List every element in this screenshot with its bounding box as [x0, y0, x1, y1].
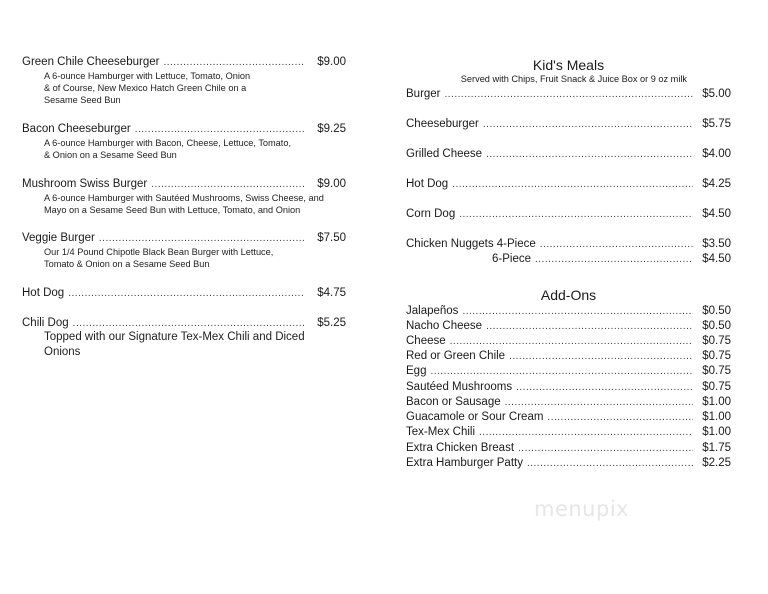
kids-item-hot-dog	[406, 177, 731, 192]
menu-item-hot-dog	[22, 286, 346, 301]
menu-item-chili-dog	[22, 316, 346, 331]
addon-item	[406, 349, 731, 364]
item-name: Egg	[406, 365, 427, 377]
kids-item-burger	[406, 87, 731, 102]
item-name: Grilled Cheese	[406, 148, 483, 160]
leader-dots	[445, 88, 693, 102]
addon-item	[406, 410, 731, 425]
leader-dots	[459, 208, 693, 222]
addon-item	[406, 456, 731, 471]
item-price: $4.25	[702, 178, 731, 190]
item-name: Tex-Mex Chili	[406, 426, 476, 438]
leader-dots	[516, 381, 693, 395]
description-line: Our 1/4 Pound Chipotle Black Bean Burger with Lettuce,	[44, 247, 274, 257]
menu-item-bacon-cheeseburger	[22, 122, 346, 137]
item-name: Corn Dog	[406, 208, 456, 220]
item-price: $5.00	[702, 88, 731, 100]
kids-item-chicken-nuggets-4	[406, 237, 731, 252]
addon-item	[406, 364, 731, 379]
description-line: A 6-ounce Hamburger with Bacon, Cheese, Lettuce, Tomato,	[44, 138, 292, 148]
leader-dots	[430, 365, 693, 379]
item-name: Cheese	[406, 335, 446, 347]
description-line: & Onion on a Sesame Seed Bun	[44, 150, 177, 160]
kids-item-chicken-nuggets-6	[406, 252, 731, 267]
item-name: Veggie Burger	[22, 232, 95, 244]
leader-dots	[540, 238, 693, 252]
item-description	[44, 70, 334, 106]
item-name: Chicken Nuggets 4-Piece	[406, 238, 536, 250]
kids-item-corn-dog	[406, 207, 731, 222]
item-price: $4.50	[702, 208, 731, 220]
item-price: $0.50	[702, 305, 731, 317]
item-name: Bacon Cheeseburger	[22, 123, 131, 135]
description-line: Sesame Seed Bun	[44, 95, 121, 105]
kids-meals-subtitle: Served with Chips, Fruit Snack & Juice Box or 9 oz milk	[460, 74, 687, 84]
item-price: $9.25	[317, 123, 346, 135]
leader-dots	[509, 350, 693, 364]
description-line: A 6-ounce Hamburger with Lettuce, Tomato, Onion	[44, 71, 251, 81]
item-description	[44, 246, 334, 270]
item-name: Hot Dog	[406, 178, 449, 190]
item-name: Nacho Cheese	[406, 320, 483, 332]
item-name: Guacamole or Sour Cream	[406, 411, 544, 423]
item-name: Burger	[406, 88, 441, 100]
item-price: $5.25	[317, 317, 346, 329]
addon-item	[406, 319, 731, 334]
leader-dots	[479, 426, 693, 440]
leader-dots	[486, 320, 693, 334]
addon-item	[406, 441, 731, 456]
item-price: $0.75	[702, 350, 731, 362]
item-name: Cheeseburger	[406, 118, 479, 130]
kids-item-cheeseburger	[406, 117, 731, 132]
addon-item	[406, 380, 731, 395]
item-price: $0.75	[702, 381, 731, 393]
item-description	[44, 330, 314, 360]
menu-item-green-chile-cheeseburger	[22, 55, 346, 70]
description-line: Topped with our Signature Tex-Mex Chili and Diced	[44, 331, 305, 343]
leader-dots	[68, 287, 304, 301]
leader-dots	[547, 411, 693, 425]
item-name: Jalapeños	[406, 305, 459, 317]
item-description	[44, 137, 334, 161]
description-line: Onions	[44, 346, 81, 358]
leader-dots	[518, 442, 693, 456]
watermark-logo: menupix	[534, 497, 630, 521]
item-price: $9.00	[317, 178, 346, 190]
addon-item	[406, 334, 731, 349]
item-price: $1.00	[702, 411, 731, 423]
addon-item	[406, 395, 731, 410]
item-price: $1.00	[702, 396, 731, 408]
leader-dots	[505, 396, 693, 410]
item-description	[44, 192, 334, 216]
description-line: A 6-ounce Hamburger with Sautéed Mushrooms, Swiss Cheese, and	[44, 193, 324, 203]
leader-dots	[527, 457, 693, 471]
item-price: $0.75	[702, 335, 731, 347]
item-name: Extra Chicken Breast	[406, 442, 515, 454]
item-price: $0.75	[702, 365, 731, 377]
leader-dots	[135, 123, 304, 137]
description-line: Tomato & Onion on a Sesame Seed Bun	[44, 259, 210, 269]
item-price: $1.00	[702, 426, 731, 438]
item-name: Red or Green Chile	[406, 350, 506, 362]
item-price: $1.75	[702, 442, 731, 454]
item-price: $4.50	[702, 253, 731, 265]
item-name: Bacon or Sausage	[406, 396, 501, 408]
description-line: & of Course, New Mexico Hatch Green Chile on a	[44, 83, 247, 93]
item-name: 6-Piece	[492, 253, 531, 265]
leader-dots	[483, 118, 693, 132]
leader-dots	[452, 178, 693, 192]
item-price: $0.50	[702, 320, 731, 332]
item-price: $9.00	[317, 56, 346, 68]
leader-dots	[486, 148, 693, 162]
leader-dots	[73, 317, 304, 331]
item-price: $5.75	[702, 118, 731, 130]
menu-item-veggie-burger	[22, 231, 346, 246]
leader-dots	[99, 232, 304, 246]
item-price: $2.25	[702, 457, 731, 469]
leader-dots	[450, 335, 693, 349]
addon-item	[406, 425, 731, 440]
item-price: $7.50	[317, 232, 346, 244]
item-name: Sautéed Mushrooms	[406, 381, 513, 393]
description-line: Mayo on a Sesame Seed Bun with Lettuce, Tomato, and Onion	[44, 205, 301, 215]
leader-dots	[163, 56, 304, 70]
addon-item	[406, 304, 731, 319]
add-ons-heading: Add-Ons	[540, 287, 597, 303]
leader-dots	[535, 253, 693, 267]
item-name: Green Chile Cheeseburger	[22, 56, 160, 68]
item-price: $3.50	[702, 238, 731, 250]
item-name: Mushroom Swiss Burger	[22, 178, 148, 190]
leader-dots	[151, 178, 304, 192]
item-name: Hot Dog	[22, 287, 65, 299]
kids-item-grilled-cheese	[406, 147, 731, 162]
item-name: Extra Hamburger Patty	[406, 457, 523, 469]
item-name: Chili Dog	[22, 317, 69, 329]
menu-item-mushroom-swiss-burger	[22, 177, 346, 192]
leader-dots	[462, 305, 693, 319]
kids-meals-heading: Kid's Meals	[532, 57, 605, 73]
item-price: $4.75	[317, 287, 346, 299]
item-price: $4.00	[702, 148, 731, 160]
